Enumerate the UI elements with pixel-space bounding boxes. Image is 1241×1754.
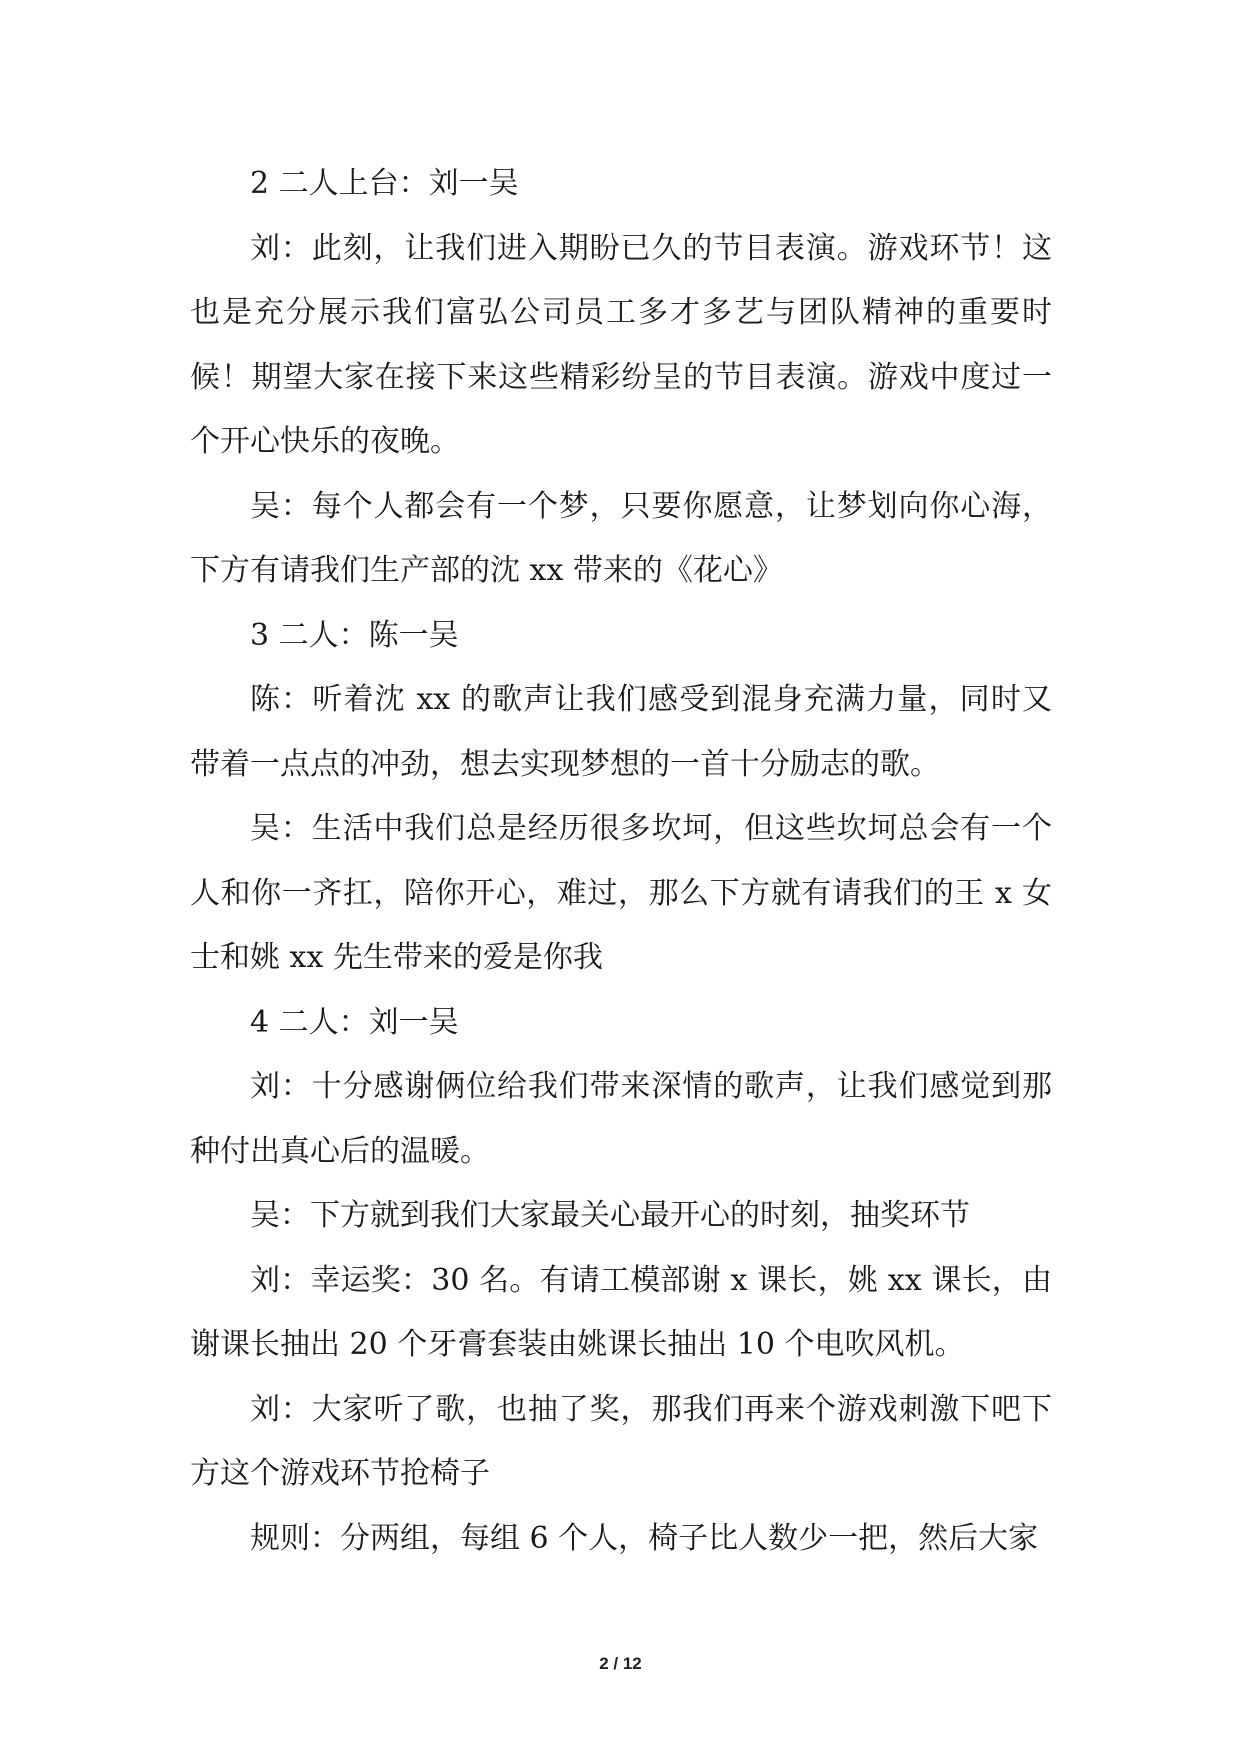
paragraph-1: 2 二人上台：刘一吴 (250, 166, 519, 201)
paragraph-12: 规则：分两组，每组 6 个人，椅子比人数少一把，然后大家 (250, 1520, 1039, 1556)
paragraph-3: 吴：每个人都会有一个梦，只要你愿意，让梦划向你心海，下方有请我们生产部的沈 xx 带来的《花心》 (190, 488, 1052, 588)
paragraph-10: 刘：幸运奖：30 名。有请工模部谢 x 课长，姚 xx 课长，由谢课长抽出 20 个牙膏套装由姚课长抽出 10 个电吹风机。 (190, 1262, 1052, 1362)
paragraph-11: 刘：大家听了歌，也抽了奖，那我们再来个游戏刺激下吧下方这个游戏环节抢椅子 (190, 1391, 1052, 1491)
paragraph-9: 吴：下方就到我们大家最关心最开心的时刻，抽奖环节 (250, 1198, 970, 1233)
paragraph-5: 陈：听着沈 xx 的歌声让我们感受到混身充满力量，同时又带着一点点的冲劲，想去实现梦想的一首十分励志的歌。 (190, 682, 1052, 782)
paragraph-6: 吴：生活中我们总是经历很多坎坷，但这些坎坷总会有一个人和你一齐扛，陪你开心，难过，那么下方就有请我们的王 x 女士和姚 xx 先生带来的爱是你我 (190, 811, 1052, 975)
paragraph-2: 刘：此刻，让我们进入期盼已久的节目表演。游戏环节！这也是充分展示我们富弘公司员工多才多艺与团队精神的重要时候！期望大家在接下来这些精彩纷呈的节目表演。游戏中度过一个开心快乐的夜晚。 (190, 230, 1052, 459)
paragraph-8: 刘：十分感谢俩位给我们带来深情的歌声，让我们感觉到那种付出真心后的温暖。 (190, 1069, 1052, 1169)
paragraph-4: 3 二人：陈一吴 (250, 617, 459, 653)
page-number: 2 / 12 (599, 1654, 642, 1673)
document-body (190, 152, 1052, 1571)
paragraph-7: 4 二人：刘一吴 (250, 1004, 459, 1040)
